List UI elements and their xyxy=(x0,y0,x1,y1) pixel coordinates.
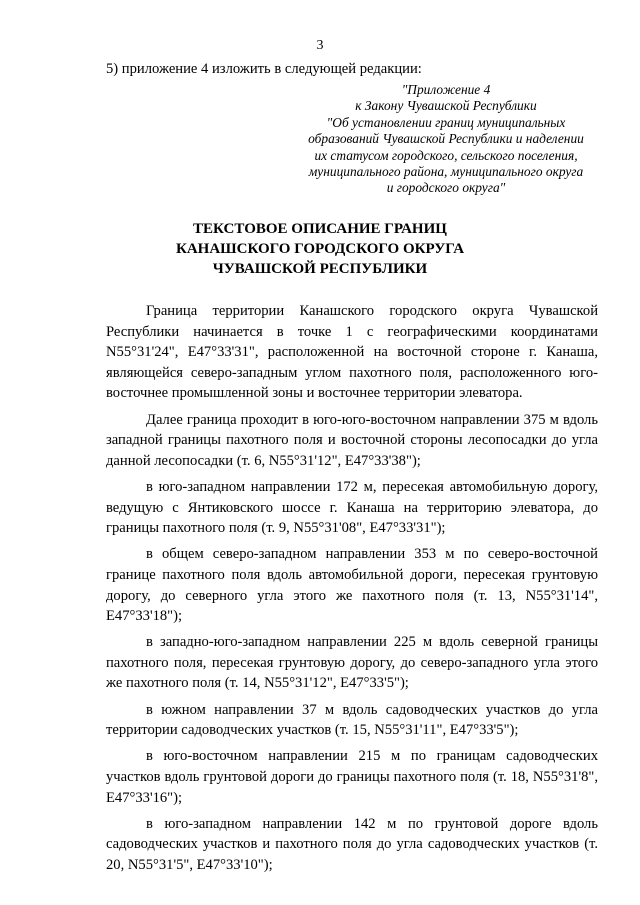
annex-header xyxy=(296,82,596,197)
annex-line: муниципального района, муниципального округа xyxy=(308,164,584,180)
paragraph: Далее граница проходит в юго-юго-восточном направлении 375 м вдоль западной границы пахотного поля и восточной стороны лесопосадки до угла данной лесопосадки (т. 6, N55°31'12", E47°33'38"); xyxy=(106,411,598,469)
annex-line: их статусом городского, сельского поселения, xyxy=(314,147,578,163)
paragraph: в общем северо-западном направлении 353 м по северо-восточной границе пахотного поля вдоль автомобильной дороги, пересекая грунтовую дорогу, до северного угла этого же пахотного поля (т. 13, N55°31'14", E47°33'18"); xyxy=(106,546,598,625)
paragraph: в юго-восточном направлении 215 м по границам садоводческих участков вдоль грунтовой дороги до границы пахотного поля (т. 18, N55°31'8", E47°33'16"); xyxy=(106,748,598,806)
annex-line: образований Чувашской Республики и наделении xyxy=(308,131,584,147)
page-number: 3 xyxy=(316,38,324,53)
paragraph: в юго-западном направлении 172 м, пересекая автомобильную дорогу, ведущую с Янтиковского шоссе г. Канаша на территорию элеватора, до границы пахотного поля (т. 9, N55°31'08", E47°33'31"); xyxy=(106,478,598,537)
annex-line: и городского округа" xyxy=(386,180,506,196)
heading-line: КАНАШСКОГО ГОРОДСКОГО ОКРУГА xyxy=(175,241,465,257)
document-heading xyxy=(0,219,640,279)
intro-line: 5) приложение 4 изложить в следующей редакции: xyxy=(106,61,422,77)
boundary-description xyxy=(106,301,598,881)
paragraph: в юго-западном направлении 142 м по грунтовой дороге вдоль садоводческих участков и пахотного поля до угла садоводческих участков (т. 20, N55°31'5", E47°33'10"); xyxy=(106,815,598,873)
paragraph: Граница территории Канашского городского округа Чувашской Республики начинается в точке 1 с географическими координатами N55°31'24", E47°33'31", расположенной на восточной стороне г. Канаша, являющейся северо-западным углом пахотного поля, расположенного юго-восточнее промышленной зоны и восточнее территории элеватора. xyxy=(106,303,598,402)
annex-line: "Об установлении границ муниципальных xyxy=(326,114,566,130)
paragraph: в южном направлении 37 м вдоль садоводческих участков до угла территории садоводческих участков (т. 15, N55°31'11", E47°33'5"); xyxy=(106,701,598,739)
annex-line: к Закону Чувашской Республики xyxy=(355,98,537,114)
heading-line: ТЕКСТОВОЕ ОПИСАНИЕ ГРАНИЦ xyxy=(193,221,447,237)
heading-line: ЧУВАШСКОЙ РЕСПУБЛИКИ xyxy=(212,261,428,277)
paragraph: в западно-юго-западном направлении 225 м вдоль северной границы пахотного поля, пересекая грунтовую дорогу, до северо-западного угла этого же пахотного поля (т. 14, N55°31'12", E47°33'5"); xyxy=(106,634,598,692)
annex-line: "Приложение 4 xyxy=(401,82,491,97)
